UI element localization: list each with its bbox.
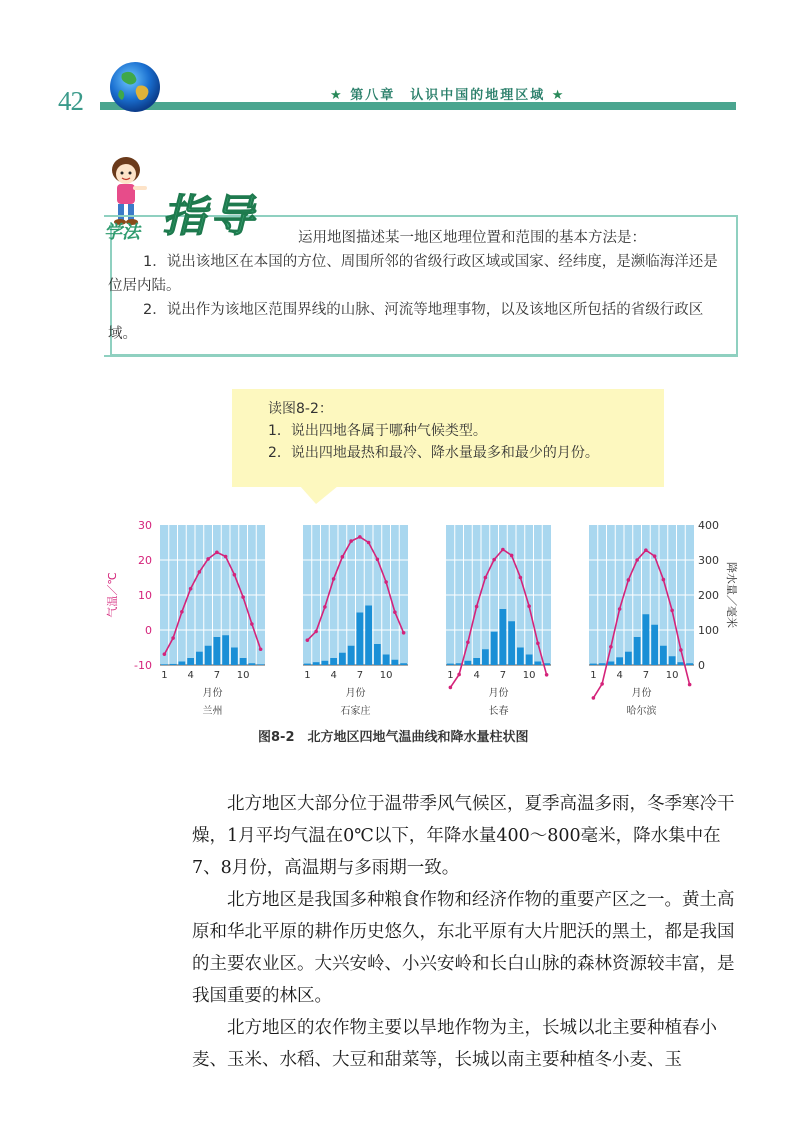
x-tick-label: 10 xyxy=(522,670,536,681)
x-tick-label: 1 xyxy=(161,670,168,681)
city-name-label: 哈尔滨 xyxy=(626,706,657,717)
temperature-point xyxy=(376,558,380,562)
y-left-tick-label: 30 xyxy=(138,519,152,532)
temperature-point xyxy=(332,577,336,581)
precip-bar xyxy=(249,663,256,665)
precip-bar xyxy=(643,614,650,665)
x-tick-label: 10 xyxy=(379,670,393,681)
precip-bar xyxy=(304,664,311,665)
temperature-point xyxy=(306,638,310,642)
temperature-point xyxy=(393,610,397,614)
temperature-point xyxy=(653,554,657,558)
temperature-point xyxy=(358,535,362,539)
temperature-point xyxy=(484,576,488,580)
precip-bar xyxy=(447,664,454,665)
x-tick-label: 4 xyxy=(473,670,480,681)
body-text xyxy=(192,788,744,1076)
temperature-point xyxy=(662,578,666,582)
x-tick-label: 4 xyxy=(187,670,194,681)
precip-bar xyxy=(491,632,498,665)
temperature-point xyxy=(349,539,353,543)
precip-bar xyxy=(187,658,194,665)
header-rule xyxy=(100,102,736,110)
y-left-tick-label: 20 xyxy=(138,554,152,567)
precip-bar xyxy=(161,664,168,665)
figure-caption: 图8-2 北方地区四地气温曲线和降水量柱状图 xyxy=(258,730,529,745)
page-number: 42 xyxy=(58,86,83,116)
precip-bar xyxy=(179,662,186,666)
temperature-point xyxy=(198,570,202,574)
temperature-point xyxy=(206,557,210,561)
y-left-tick-label: -10 xyxy=(134,659,152,672)
guide-point-1: 1．说出该地区在本国的方位、周围所邻的省级行政区域或国家、经纬度，是濒临海洋还是位居内陆。 xyxy=(108,254,718,294)
guide-label-xuefa: 学法 xyxy=(104,222,140,243)
x-tick-label: 7 xyxy=(356,670,364,681)
precip-bar xyxy=(590,664,597,665)
temperature-point xyxy=(536,642,540,646)
x-tick-label: 10 xyxy=(236,670,250,681)
precip-bar xyxy=(616,657,623,665)
temperature-point xyxy=(384,580,388,584)
precip-bar xyxy=(170,664,177,665)
star-icon: ★ xyxy=(551,88,566,103)
temperature-point xyxy=(323,605,327,609)
precip-bar xyxy=(599,663,606,665)
x-tick-label: 1 xyxy=(447,670,454,681)
temperature-point xyxy=(527,604,531,608)
precip-bar xyxy=(257,664,264,665)
x-tick-label: 1 xyxy=(590,670,597,681)
precip-bar xyxy=(517,648,524,666)
precip-bar xyxy=(686,663,693,665)
temperature-point xyxy=(466,640,470,644)
temperature-point xyxy=(163,652,167,656)
precip-bar xyxy=(473,658,480,665)
temperature-point xyxy=(402,631,406,635)
x-tick-label: 4 xyxy=(330,670,337,681)
precip-bar xyxy=(392,660,399,665)
precip-bar xyxy=(357,613,364,666)
temperature-point xyxy=(475,605,479,609)
precip-bar xyxy=(240,658,247,665)
precip-bar xyxy=(526,655,533,666)
precip-bar xyxy=(339,653,346,665)
temperature-point xyxy=(215,551,219,555)
guide-point-2: 2．说出作为该地区范围界线的山脉、河流等地理事物，以及该地区所包括的省级行政区域。 xyxy=(108,302,704,342)
y-left-tick-label: 10 xyxy=(138,589,152,602)
x-axis-label: 月份 xyxy=(202,688,223,699)
precip-bar xyxy=(625,652,632,665)
chapter-title-text: 第八章 认识中国的地理区域 xyxy=(350,88,546,103)
temperature-point xyxy=(592,696,596,700)
temperature-point xyxy=(545,673,549,677)
precip-bar xyxy=(608,662,615,666)
chapter-title xyxy=(330,84,565,103)
callout-question-1: 1．说出四地各属于哪种气候类型。 xyxy=(268,423,487,439)
x-axis-label: 月份 xyxy=(488,688,509,699)
x-tick-label: 1 xyxy=(304,670,311,681)
temperature-point xyxy=(189,587,193,591)
precip-bar xyxy=(634,637,641,665)
precip-bar xyxy=(500,609,507,665)
x-tick-label: 7 xyxy=(213,670,221,681)
temperature-point xyxy=(492,558,496,562)
precip-bar xyxy=(508,621,515,665)
precip-bar xyxy=(231,648,238,666)
temperature-point xyxy=(679,648,683,652)
y-left-axis-label: 气温／℃ xyxy=(106,572,119,618)
temperature-point xyxy=(449,686,453,690)
reading-prompt-text xyxy=(268,398,658,464)
temperature-point xyxy=(224,555,228,559)
precip-bar xyxy=(678,662,685,665)
x-tick-label: 4 xyxy=(616,670,623,681)
temperature-point xyxy=(233,573,237,577)
temperature-point xyxy=(644,548,648,552)
precip-bar xyxy=(313,662,320,665)
temperature-point xyxy=(171,636,175,640)
precip-bar xyxy=(465,661,472,665)
guide-intro: 运用地图描述某一地区地理位置和范围的基本方法是： xyxy=(298,230,646,246)
precip-bar xyxy=(374,644,381,665)
precip-bar xyxy=(322,661,329,665)
temperature-point xyxy=(250,622,254,626)
precip-bar xyxy=(214,637,221,665)
precip-bar xyxy=(222,635,229,665)
body-paragraph-1: 北方地区大部分位于温带季风气候区，夏季高温多雨，冬季寒冷干燥，1月平均气温在0℃以下，年降水量400～800毫米，降水集中在7、8月份，高温期与多雨期一致。 xyxy=(192,794,735,878)
precip-bar xyxy=(669,656,676,665)
temperature-point xyxy=(180,610,184,614)
callout-tail xyxy=(300,486,338,504)
precip-bar xyxy=(482,649,489,665)
x-tick-label: 7 xyxy=(642,670,650,681)
y-right-tick-label: 100 xyxy=(698,624,719,637)
x-axis-label: 月份 xyxy=(631,688,652,699)
temperature-point xyxy=(670,609,674,613)
temperature-point xyxy=(519,576,523,580)
temperature-point xyxy=(457,673,461,677)
city-name-label: 兰州 xyxy=(202,706,223,717)
x-axis-label: 月份 xyxy=(345,688,366,699)
temperature-point xyxy=(367,541,371,545)
precip-bar xyxy=(651,625,658,665)
temperature-point xyxy=(259,647,263,651)
precip-bar xyxy=(660,646,667,665)
precip-bar xyxy=(365,606,372,666)
precip-bar xyxy=(383,655,390,666)
guide-title: 指导 xyxy=(162,191,258,242)
temperature-point xyxy=(609,645,613,649)
y-right-tick-label: 300 xyxy=(698,554,719,567)
star-icon: ★ xyxy=(330,88,344,103)
y-right-tick-label: 400 xyxy=(698,519,719,532)
precip-bar xyxy=(330,658,337,665)
climate-charts xyxy=(100,515,740,725)
temperature-point xyxy=(341,555,345,559)
city-name-label: 长春 xyxy=(488,706,509,717)
precip-bar xyxy=(196,652,203,665)
guide-text xyxy=(108,226,728,346)
y-right-tick-label: 200 xyxy=(698,589,719,602)
body-paragraph-2: 北方地区是我国多种粮食作物和经济作物的重要产区之一。黄土高原和华北平原的耕作历史悠久，东北平原有大片肥沃的黑土，都是我国的主要农业区。大兴安岭、小兴安岭和长白山脉的森林资源较丰富，是我国重要的林区。 xyxy=(192,890,735,1006)
temperature-point xyxy=(600,682,604,686)
globe-icon xyxy=(108,60,162,114)
precip-bar xyxy=(400,663,407,665)
temperature-point xyxy=(501,548,505,552)
callout-question-2: 2．说出四地最热和最冷、降水量最多和最少的月份。 xyxy=(268,445,599,461)
x-tick-label: 10 xyxy=(665,670,679,681)
temperature-point xyxy=(635,558,639,562)
temperature-point xyxy=(314,630,318,634)
precip-bar xyxy=(535,662,542,666)
callout-heading: 读图8-2： xyxy=(268,401,333,417)
y-right-axis-label: 降水量／毫米 xyxy=(725,562,738,628)
temperature-point xyxy=(627,578,631,582)
temperature-point xyxy=(618,607,622,611)
temperature-point xyxy=(241,595,245,599)
temperature-point xyxy=(688,683,692,687)
y-right-tick-label: 0 xyxy=(698,659,705,672)
temperature-point xyxy=(510,554,514,558)
body-paragraph-3: 北方地区的农作物主要以旱地作物为主，长城以北主要种植春小麦、玉米、水稻、大豆和甜菜等，长城以南主要种植冬小麦、玉 xyxy=(192,1018,717,1070)
x-tick-label: 7 xyxy=(499,670,507,681)
precip-bar xyxy=(348,646,355,665)
precip-bar xyxy=(205,646,212,665)
y-left-tick-label: 0 xyxy=(145,624,152,637)
city-name-label: 石家庄 xyxy=(340,706,371,717)
